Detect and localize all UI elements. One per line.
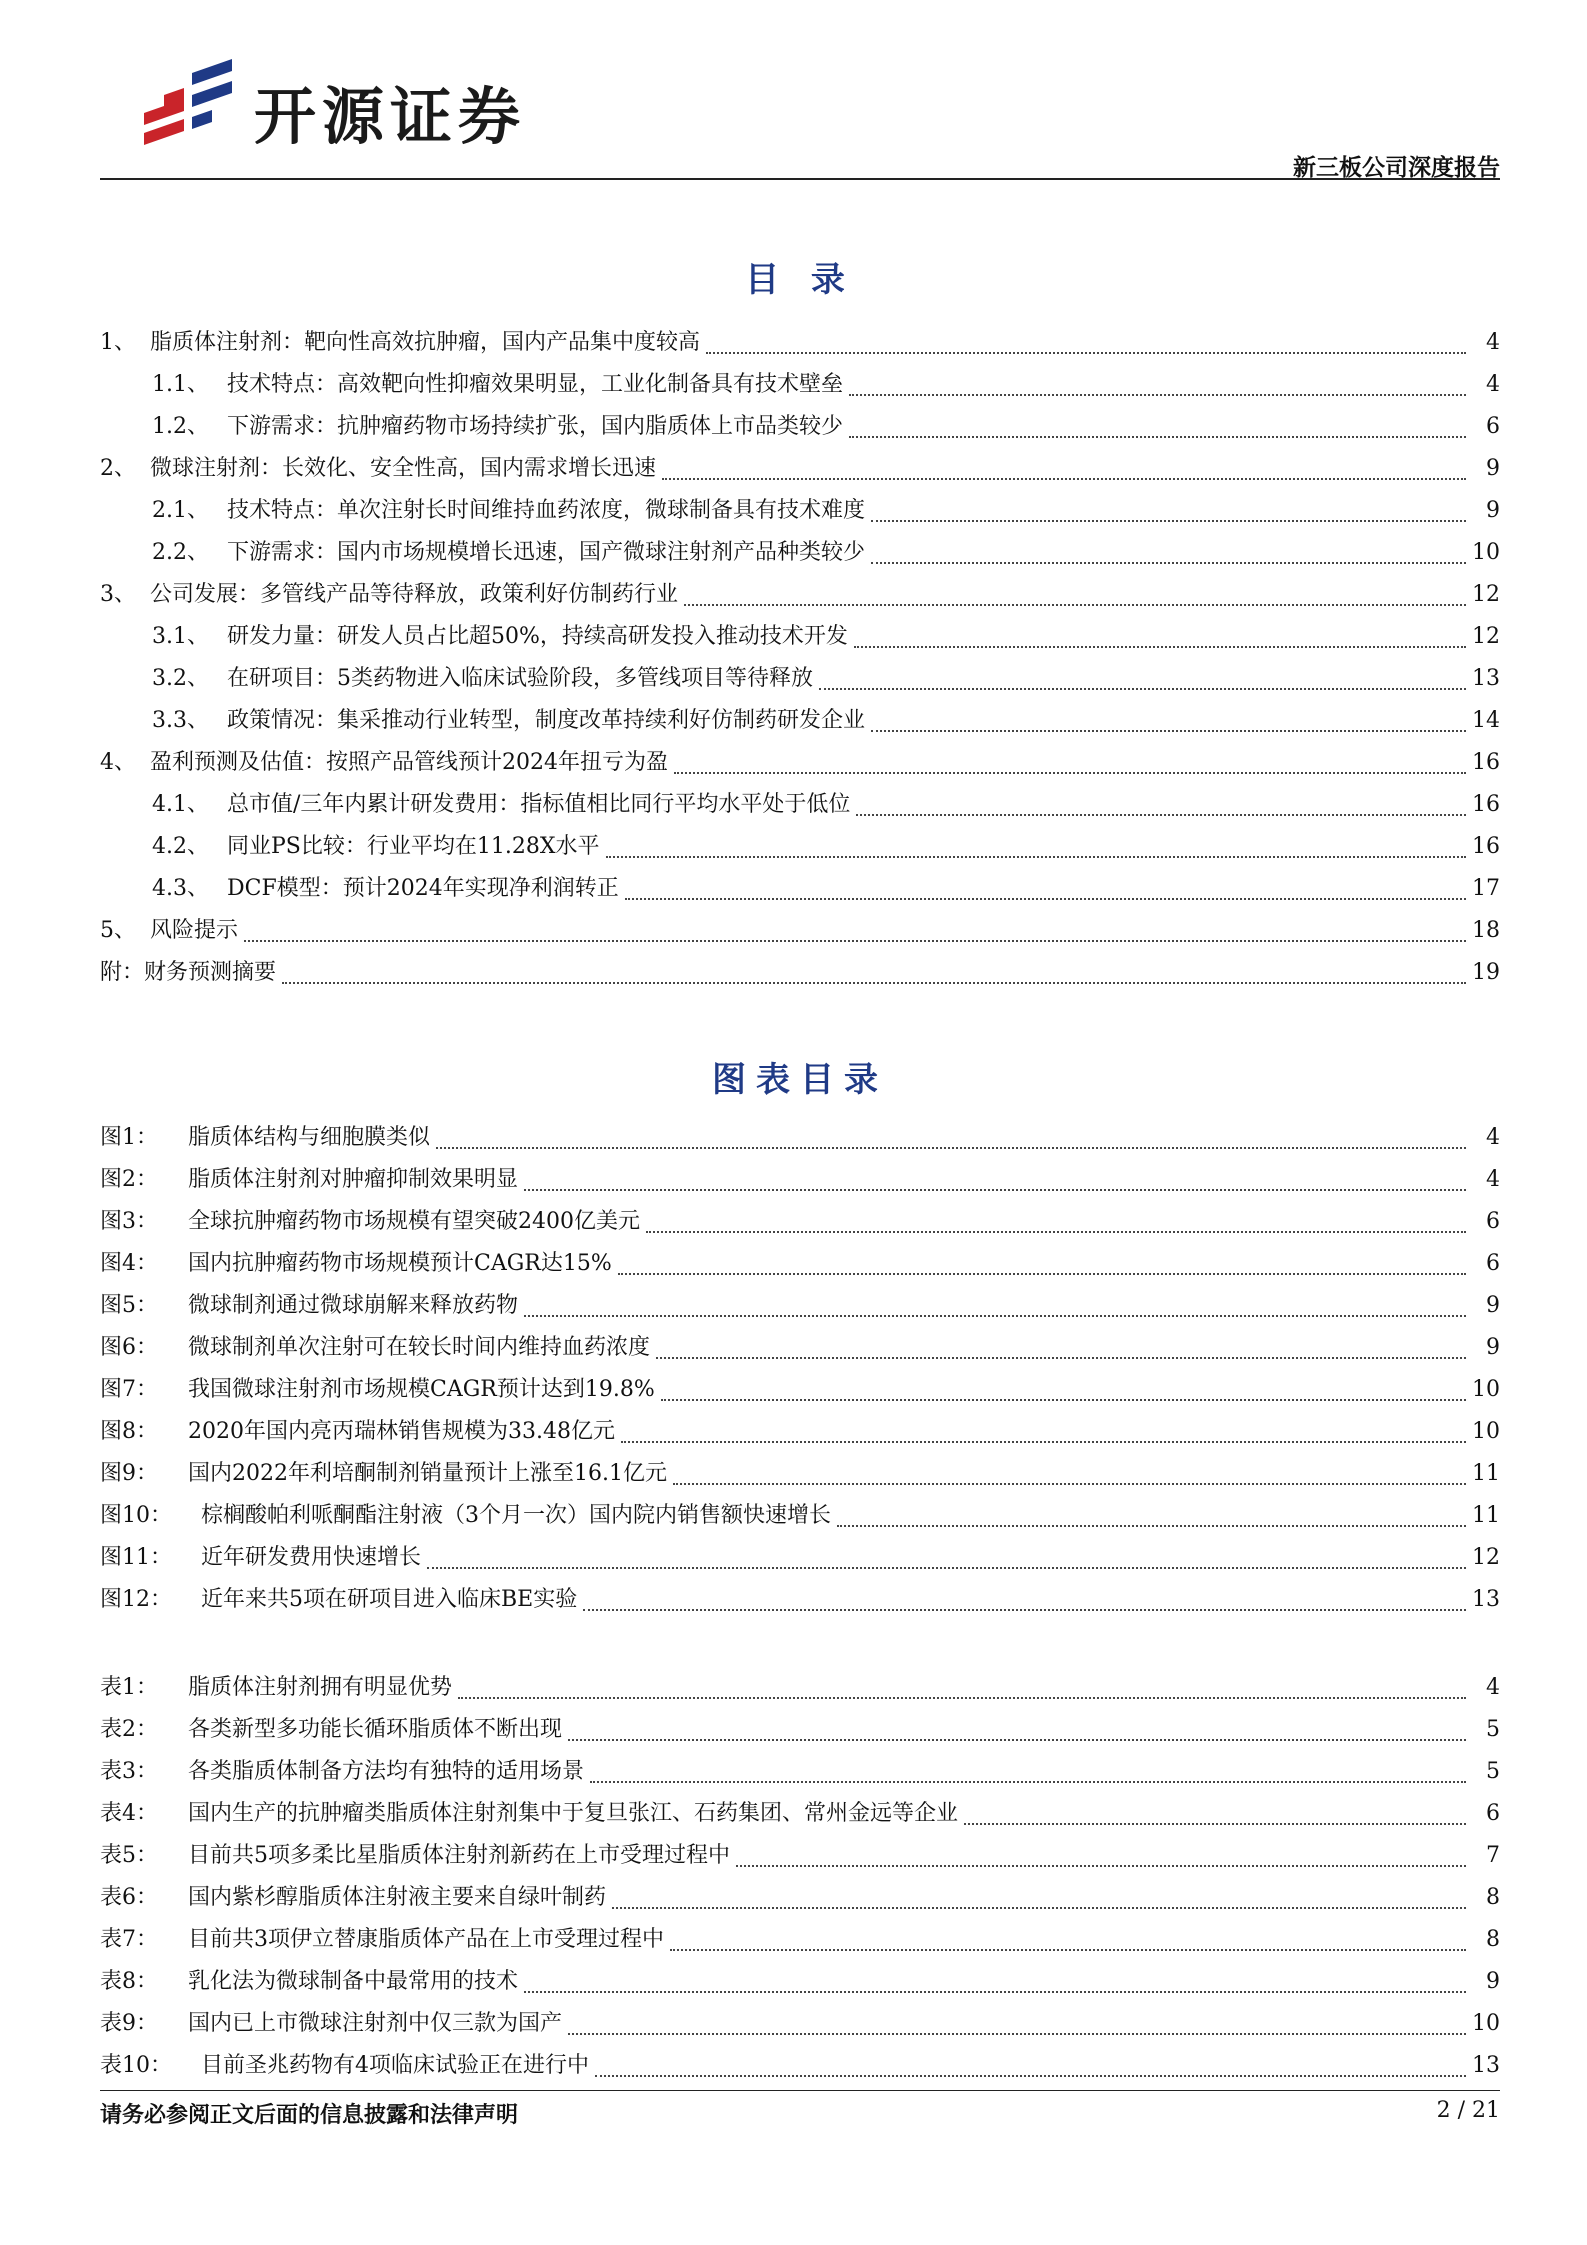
dot-leader <box>458 1697 1466 1699</box>
table-entry[interactable] <box>100 1712 1500 1754</box>
dot-leader <box>662 478 1466 480</box>
entry-title[interactable]: 微球注射剂：长效化、安全性高，国内需求增长迅速 <box>150 456 657 481</box>
entry-number: 图10： <box>100 1503 172 1528</box>
entry-title[interactable]: 各类新型多功能长循环脂质体不断出现 <box>188 1717 563 1742</box>
entry-number: 图1： <box>100 1125 158 1150</box>
entry-number: 4、 <box>100 750 136 775</box>
entry-title[interactable]: 脂质体注射剂对肿瘤抑制效果明显 <box>188 1167 519 1192</box>
entry-title[interactable]: 总市值/三年内累计研发费用：指标值相比同行平均水平处于低位 <box>227 792 851 817</box>
entry-title[interactable]: 2020年国内亮丙瑞林销售规模为33.48亿元 <box>188 1419 615 1444</box>
toc-entry[interactable] <box>100 661 1500 703</box>
table-entry[interactable] <box>100 2006 1500 2048</box>
entry-title[interactable]: 同业PS比较：行业平均在11.28X水平 <box>227 834 600 859</box>
entry-number: 1.1、 <box>152 372 209 397</box>
toc-entry[interactable] <box>100 745 1500 787</box>
entry-number: 表10： <box>100 2053 172 2078</box>
table-entry[interactable] <box>100 1838 1500 1880</box>
entry-page: 16 <box>1472 792 1500 817</box>
entry-number: 表5： <box>100 1843 158 1868</box>
entry-number: 图12： <box>100 1587 172 1612</box>
entry-title[interactable]: 微球制剂通过微球崩解来释放药物 <box>188 1293 519 1318</box>
toc-entry[interactable] <box>100 535 1500 577</box>
table-entry[interactable] <box>100 1754 1500 1796</box>
toc-entry[interactable] <box>100 367 1500 409</box>
entry-number: 图4： <box>100 1251 158 1276</box>
entry-number: 1、 <box>100 330 136 355</box>
entry-page: 13 <box>1472 666 1500 691</box>
entry-title[interactable]: 各类脂质体制备方法均有独特的适用场景 <box>188 1759 585 1784</box>
figure-entry[interactable] <box>100 1414 1500 1456</box>
entry-number: 图2： <box>100 1167 158 1192</box>
figure-entry[interactable] <box>100 1120 1500 1162</box>
entry-number: 4.2、 <box>152 834 209 859</box>
entry-number: 图5： <box>100 1293 158 1318</box>
dot-leader <box>612 1907 1466 1909</box>
entry-page: 14 <box>1472 708 1500 733</box>
dot-leader <box>854 646 1466 648</box>
toc-title: 目 录 <box>745 260 855 300</box>
entry-number: 5、 <box>100 918 136 943</box>
dot-leader <box>673 1483 1466 1485</box>
entry-title[interactable]: 技术特点：单次注射长时间维持血药浓度，微球制备具有技术难度 <box>227 498 866 523</box>
entry-title[interactable]: 脂质体结构与细胞膜类似 <box>188 1125 431 1150</box>
dot-leader <box>568 2033 1466 2035</box>
entry-number: 表7： <box>100 1927 158 1952</box>
entry-page: 5 <box>1486 1717 1500 1742</box>
table-entry[interactable] <box>100 2048 1500 2090</box>
table-entry[interactable] <box>100 1922 1500 1964</box>
entry-title[interactable]: 我国微球注射剂市场规模CAGR预计达到19.8% <box>188 1377 655 1402</box>
entry-page: 10 <box>1472 540 1500 565</box>
entry-number: 3、 <box>100 582 136 607</box>
dot-leader <box>661 1399 1466 1401</box>
entry-page: 10 <box>1472 2011 1500 2036</box>
entry-page: 9 <box>1486 456 1500 481</box>
entry-page: 4 <box>1486 1167 1500 1192</box>
toc-entry[interactable] <box>100 619 1500 661</box>
entry-page: 19 <box>1472 960 1500 985</box>
entry-page: 9 <box>1486 1293 1500 1318</box>
entry-title[interactable]: 国内抗肿瘤药物市场规模预计CAGR达15% <box>188 1251 612 1276</box>
dot-leader <box>606 856 1466 858</box>
entry-page: 6 <box>1486 414 1500 439</box>
figure-entry[interactable] <box>100 1330 1500 1372</box>
entry-number: 图7： <box>100 1377 158 1402</box>
dot-leader <box>856 814 1466 816</box>
page-header <box>100 55 1500 180</box>
dot-leader <box>524 1991 1466 1993</box>
table-entry[interactable] <box>100 1964 1500 2006</box>
dot-leader <box>684 604 1466 606</box>
dot-leader <box>706 352 1466 354</box>
footer-divider <box>100 2090 1500 2091</box>
toc-entry[interactable] <box>100 325 1500 367</box>
entry-title[interactable]: 在研项目：5类药物进入临床试验阶段，多管线项目等待释放 <box>227 666 813 691</box>
footer-disclaimer: 请务必参阅正文后面的信息披露和法律声明 <box>100 2103 519 2128</box>
entry-number: 图6： <box>100 1335 158 1360</box>
entry-number: 表2： <box>100 1717 158 1742</box>
entry-page: 7 <box>1486 1843 1500 1868</box>
dot-leader <box>436 1147 1466 1149</box>
entry-title[interactable]: 棕榈酸帕利哌酮酯注射液（3个月一次）国内院内销售额快速增长 <box>201 1503 831 1528</box>
dot-leader <box>871 730 1466 732</box>
page-indicator: 2 / 21 <box>1436 2098 1500 2123</box>
dot-leader <box>427 1567 1466 1569</box>
entry-page: 11 <box>1472 1503 1500 1528</box>
entry-page: 4 <box>1486 1675 1500 1700</box>
dot-leader <box>736 1865 1466 1867</box>
entry-page: 16 <box>1472 834 1500 859</box>
toc-entry[interactable] <box>100 913 1500 955</box>
entry-number: 3.3、 <box>152 708 209 733</box>
entry-page: 13 <box>1472 1587 1500 1612</box>
entry-number: 表4： <box>100 1801 158 1826</box>
dot-leader <box>849 436 1466 438</box>
figure-entry[interactable] <box>100 1162 1500 1204</box>
toc-entry[interactable] <box>100 829 1500 871</box>
dot-leader <box>524 1189 1466 1191</box>
dot-leader <box>871 562 1466 564</box>
entry-title[interactable]: 国内已上市微球注射剂中仅三款为国产 <box>188 2011 563 2036</box>
dot-leader <box>674 772 1466 774</box>
toc-entry[interactable] <box>100 703 1500 745</box>
entry-number: 图9： <box>100 1461 158 1486</box>
entry-page: 10 <box>1472 1419 1500 1444</box>
toc-entry[interactable] <box>100 955 1500 997</box>
figure-list <box>100 1120 1500 1624</box>
dot-leader <box>618 1273 1466 1275</box>
entry-page: 17 <box>1472 876 1500 901</box>
figure-entry[interactable] <box>100 1372 1500 1414</box>
header-divider <box>100 178 1500 180</box>
entry-page: 9 <box>1486 498 1500 523</box>
entry-number: 表6： <box>100 1885 158 1910</box>
toc-list <box>100 325 1500 997</box>
entry-title[interactable]: 脂质体注射剂：靶向性高效抗肿瘤，国内产品集中度较高 <box>150 330 701 355</box>
entry-number: 4.1、 <box>152 792 209 817</box>
table-list <box>100 1670 1500 2090</box>
entry-page: 4 <box>1486 1125 1500 1150</box>
entry-page: 12 <box>1472 582 1500 607</box>
entry-number: 3.1、 <box>152 624 209 649</box>
entry-page: 8 <box>1486 1885 1500 1910</box>
entry-title[interactable]: 下游需求：国内市场规模增长迅速，国产微球注射剂产品种类较少 <box>227 540 866 565</box>
toc-entry[interactable] <box>100 493 1500 535</box>
table-entry[interactable] <box>100 1670 1500 1712</box>
dot-leader <box>670 1949 1466 1951</box>
toc-entry[interactable] <box>100 871 1500 913</box>
dot-leader <box>621 1441 1466 1443</box>
brand-name: 开源证券 <box>254 80 527 153</box>
entry-number: 表9： <box>100 2011 158 2036</box>
dot-leader <box>656 1357 1466 1359</box>
entry-number: 表1： <box>100 1675 158 1700</box>
figure-entry[interactable] <box>100 1456 1500 1498</box>
entry-page: 10 <box>1472 1377 1500 1402</box>
dot-leader <box>819 688 1466 690</box>
entry-title[interactable]: 附：财务预测摘要 <box>100 960 277 985</box>
entry-number: 图3： <box>100 1209 158 1234</box>
entry-number: 3.2、 <box>152 666 209 691</box>
brand-logo <box>136 55 556 165</box>
entry-title[interactable]: 近年来共5项在研项目进入临床BE实验 <box>201 1587 578 1612</box>
entry-number: 2.1、 <box>152 498 209 523</box>
dot-leader <box>964 1823 1466 1825</box>
dot-leader <box>871 520 1466 522</box>
dot-leader <box>849 394 1466 396</box>
entry-title[interactable]: 盈利预测及估值：按照产品管线预计2024年扭亏为盈 <box>150 750 668 775</box>
entry-title[interactable]: 风险提示 <box>150 918 239 943</box>
figure-entry[interactable] <box>100 1246 1500 1288</box>
dot-leader <box>583 1609 1466 1611</box>
entry-page: 11 <box>1472 1461 1500 1486</box>
entry-title[interactable]: 目前圣兆药物有4项临床试验正在进行中 <box>201 2053 589 2078</box>
table-entry[interactable] <box>100 1796 1500 1838</box>
toc-entry[interactable] <box>100 787 1500 829</box>
entry-page: 16 <box>1472 750 1500 775</box>
entry-title[interactable]: 国内紫杉醇脂质体注射液主要来自绿叶制药 <box>188 1885 607 1910</box>
dot-leader <box>524 1315 1466 1317</box>
dot-leader <box>590 1781 1466 1783</box>
entry-number: 4.3、 <box>152 876 209 901</box>
entry-page: 13 <box>1472 2053 1500 2078</box>
entry-title[interactable]: DCF模型：预计2024年实现净利润转正 <box>227 876 619 901</box>
entry-page: 6 <box>1486 1251 1500 1276</box>
entry-title[interactable]: 目前共5项多柔比星脂质体注射剂新药在上市受理过程中 <box>188 1843 730 1868</box>
entry-page: 8 <box>1486 1927 1500 1952</box>
entry-page: 9 <box>1486 1969 1500 1994</box>
entry-number: 2.2、 <box>152 540 209 565</box>
dot-leader <box>244 940 1466 942</box>
entry-number: 图11： <box>100 1545 172 1570</box>
entry-page: 9 <box>1486 1335 1500 1360</box>
entry-title[interactable]: 研发力量：研发人员占比超50%，持续高研发投入推动技术开发 <box>227 624 848 649</box>
entry-title[interactable]: 公司发展：多管线产品等待释放，政策利好仿制药行业 <box>150 582 679 607</box>
entry-page: 6 <box>1486 1209 1500 1234</box>
entry-number: 2、 <box>100 456 136 481</box>
toc-entry[interactable] <box>100 451 1500 493</box>
entry-title[interactable]: 国内生产的抗肿瘤类脂质体注射剂集中于复旦张江、石药集团、常州金远等企业 <box>188 1801 959 1826</box>
entry-title[interactable]: 全球抗肿瘤药物市场规模有望突破2400亿美元 <box>188 1209 640 1234</box>
report-type: 新三板公司深度报告 <box>1293 155 1500 181</box>
entry-number: 表3： <box>100 1759 158 1784</box>
dot-leader <box>625 898 1466 900</box>
entry-page: 18 <box>1472 918 1500 943</box>
figure-entry[interactable] <box>100 1288 1500 1330</box>
dot-leader <box>282 982 1466 984</box>
table-entry[interactable] <box>100 1880 1500 1922</box>
dot-leader <box>568 1739 1466 1741</box>
figures-title: 图表目录 <box>712 1060 888 1100</box>
dot-leader <box>646 1231 1466 1233</box>
entry-title[interactable]: 国内2022年利培酮制剂销量预计上涨至16.1亿元 <box>188 1461 667 1486</box>
entry-title[interactable]: 微球制剂单次注射可在较长时间内维持血药浓度 <box>188 1335 651 1360</box>
figure-entry[interactable] <box>100 1204 1500 1246</box>
entry-title[interactable]: 近年研发费用快速增长 <box>201 1545 422 1570</box>
dot-leader <box>595 2075 1466 2077</box>
entry-page: 12 <box>1472 1545 1500 1570</box>
dot-leader <box>837 1525 1466 1527</box>
entry-title[interactable]: 乳化法为微球制备中最常用的技术 <box>188 1969 519 1994</box>
entry-number: 表8： <box>100 1969 158 1994</box>
entry-page: 5 <box>1486 1759 1500 1784</box>
entry-page: 12 <box>1472 624 1500 649</box>
entry-title[interactable]: 技术特点：高效靶向性抑瘤效果明显，工业化制备具有技术壁垒 <box>227 372 844 397</box>
entry-number: 图8： <box>100 1419 158 1444</box>
entry-page: 6 <box>1486 1801 1500 1826</box>
figure-entry[interactable] <box>100 1582 1500 1624</box>
entry-title[interactable]: 政策情况：集采推动行业转型，制度改革持续利好仿制药研发企业 <box>227 708 866 733</box>
entry-page: 4 <box>1486 372 1500 397</box>
toc-entry[interactable] <box>100 409 1500 451</box>
brand-logo-icon <box>136 55 246 165</box>
figure-entry[interactable] <box>100 1540 1500 1582</box>
toc-entry[interactable] <box>100 577 1500 619</box>
entry-page: 4 <box>1486 330 1500 355</box>
figure-entry[interactable] <box>100 1498 1500 1540</box>
entry-number: 1.2、 <box>152 414 209 439</box>
entry-title[interactable]: 下游需求：抗肿瘤药物市场持续扩张，国内脂质体上市品类较少 <box>227 414 844 439</box>
entry-title[interactable]: 目前共3项伊立替康脂质体产品在上市受理过程中 <box>188 1927 664 1952</box>
entry-title[interactable]: 脂质体注射剂拥有明显优势 <box>188 1675 453 1700</box>
